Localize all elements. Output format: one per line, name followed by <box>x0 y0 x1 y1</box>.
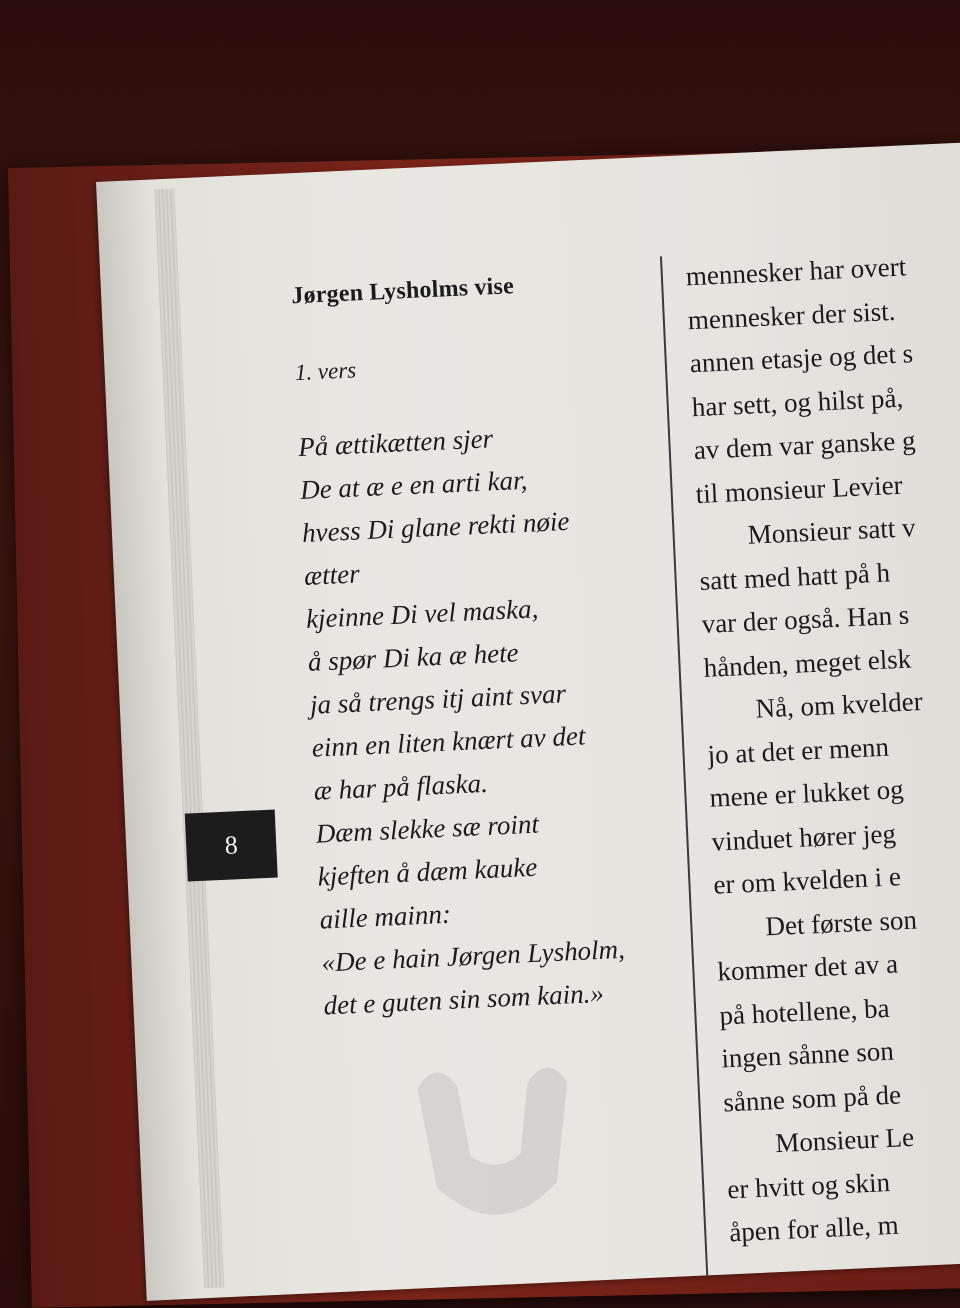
poem-line: ja så trengs itj aint svar <box>309 678 567 720</box>
poem-line: De at æ e en arti kar, <box>299 464 528 506</box>
prose-line: har sett, og hilst på, <box>691 382 904 422</box>
prose-line: på hotellene, ba <box>718 992 891 1031</box>
poem-line: aille mainn: <box>319 898 452 935</box>
prose-line: er hvitt og skin <box>726 1166 891 1204</box>
prose-line: mennesker har overt <box>685 251 907 292</box>
page-edges <box>154 188 224 1288</box>
prose-line: er om kvelden i e <box>712 861 902 900</box>
poem-line: å spør Di ka æ hete <box>307 637 520 677</box>
prose-line: vinduet hører jeg <box>710 817 897 857</box>
prose-line: ingen sånne son <box>720 1035 895 1074</box>
poem-line: «De e hain Jørgen Lysholm, <box>320 933 626 978</box>
poem-line: På ættikætten sjer <box>297 423 494 463</box>
poem-line: det e guten sin som kain.» <box>322 977 605 1021</box>
prose-line: hånden, meget elsk <box>702 643 912 683</box>
prose-line: av dem var ganske g <box>693 425 917 466</box>
verse-label: 1. vers <box>294 357 357 386</box>
page-number: 8 <box>185 810 278 882</box>
prose-line: Monsieur satt v <box>746 512 917 550</box>
prose-line: satt med hatt på h <box>699 556 891 596</box>
prose-line: til monsieur Levier <box>695 469 904 509</box>
poem-line: einn en liten knært av det <box>311 720 586 763</box>
prose-line: kommer det av a <box>716 948 899 987</box>
show-through-figure <box>376 1040 615 1260</box>
poem-column <box>291 267 684 1028</box>
prose-line: Nå, om kvelder <box>754 686 924 724</box>
prose-line: annen etasje og det s <box>689 338 914 379</box>
poem-line: hvess Di glane rekti nøie <box>301 505 570 548</box>
poem-line: ætter <box>303 558 361 591</box>
prose-line: Monsieur Le <box>774 1121 915 1159</box>
prose-column <box>685 240 960 1255</box>
poem-title: Jørgen Lysholms vise <box>290 273 515 310</box>
prose-line: jo at det er menn <box>706 731 890 770</box>
prose-lines <box>685 240 960 1255</box>
book-page <box>96 141 960 1301</box>
poem-line: kjeften å dæm kauke <box>317 851 538 892</box>
prose-line: var der også. Han s <box>700 599 910 639</box>
prose-line: Det første son <box>764 904 918 941</box>
prose-line: åpen for alle, m <box>728 1209 900 1248</box>
poem-line: Dæm slekke sæ roint <box>315 808 540 849</box>
prose-line: sånne som på de <box>722 1078 902 1117</box>
prose-line: mene er lukket og <box>708 774 905 813</box>
poem-line: kjeinne Di vel maska, <box>305 593 539 634</box>
poem-lines <box>297 410 684 1028</box>
poem-line: æ har på flaska. <box>313 767 489 806</box>
prose-line: mennesker der sist. <box>687 295 897 335</box>
